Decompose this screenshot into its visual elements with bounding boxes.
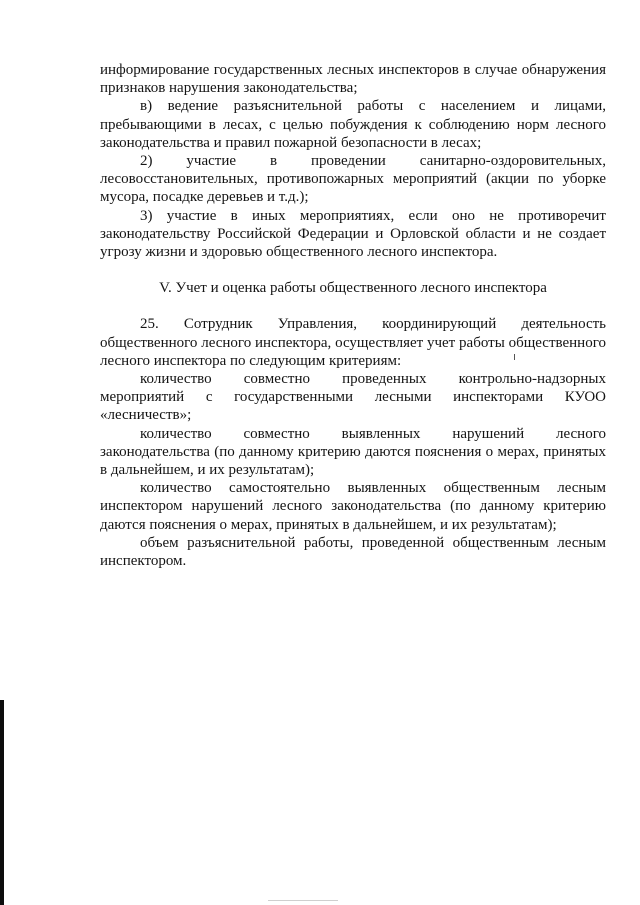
- criterion-independent-violations: количество самостоятельно выявленных общественным лесным инспектором нарушений лесного законодательства (по данному критерию даются пояснения о мерах, принятых в дальнейшем, и их результатам);: [100, 480, 606, 533]
- paragraph-other-activities: 3) участие в иных мероприятиях, если оно не противоречит законодательству Российской Федерации и Орловской области и не создает угрозу жизни и здоровью общественного лесного инспектора.: [100, 207, 606, 261]
- paragraph-participation-measures: 2) участие в проведении санитарно-оздоровительных, лесовосстановительных, противопожарных мероприятий (акции по уборке мусора, посадке деревьев и т.д.);: [100, 153, 606, 206]
- paragraph-explanatory-work: в) ведение разъяснительной работы с населением и лицами, пребывающими в лесах, с целью побуждения к соблюдению норм лесного законодательства и правил пожарной безопасности в лесах;: [100, 98, 606, 151]
- bottom-scan-mark: [268, 900, 338, 901]
- scan-edge-shadow: [0, 700, 4, 905]
- scan-speck: [514, 354, 515, 360]
- section-heading: V. Учет и оценка работы общественного лесного инспектора: [159, 280, 547, 297]
- document-body: [100, 61, 606, 570]
- criterion-joint-inspections: количество совместно проведенных контрольно-надзорных мероприятий с государственными лесными инспекторами КУОО «лесничеств»;: [100, 371, 606, 424]
- criterion-joint-violations: количество совместно выявленных нарушений лесного законодательства (по данному критерию даются пояснения о мерах, принятых в дальнейшем, и их результатам);: [100, 425, 606, 479]
- paragraph-inform-inspectors: информирование государственных лесных инспекторов в случае обнаружения признаков нарушения законодательства;: [100, 62, 606, 97]
- paragraph-item-25: 25. Сотрудник Управления, координирующий деятельность общественного лесного инспектора, осуществляет учет работы общественного лесного инспектора по следующим критериям:: [100, 316, 606, 369]
- criterion-explanatory-volume: объем разъяснительной работы, проведенной общественным лесным инспектором.: [100, 534, 606, 570]
